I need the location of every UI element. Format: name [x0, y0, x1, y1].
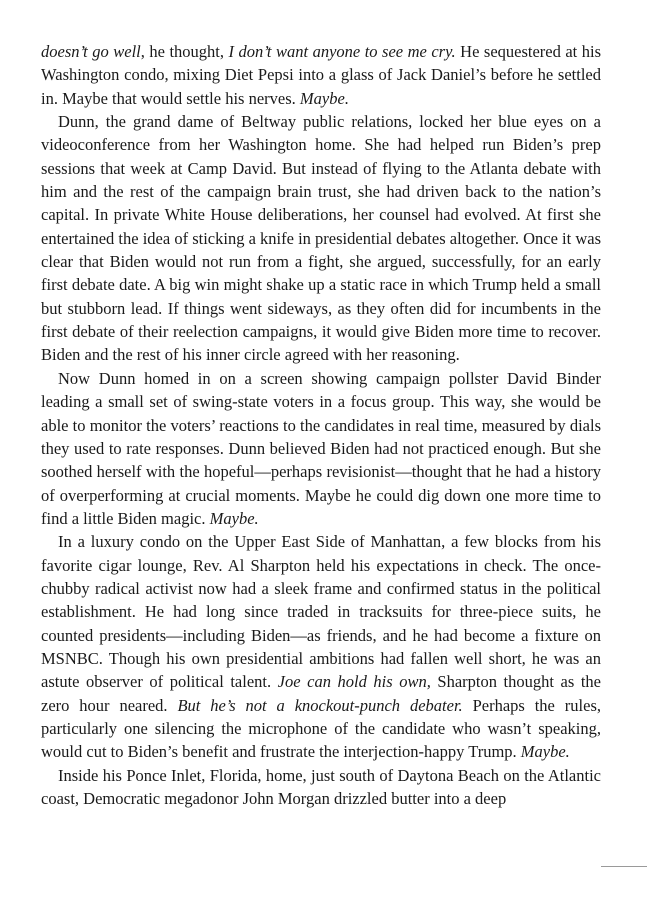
- italic-text-run: Joe can hold his own,: [277, 672, 431, 692]
- paragraph-4: [41, 530, 601, 763]
- italic-text-run: Maybe.: [520, 742, 570, 762]
- paragraph-5: [41, 764, 601, 811]
- text-run: Perhaps the rules, particularly one silencing the microphone of the candidate who wasn’t speaking, would cut to Biden’s benefit and frustrate the interjection-happy Trump.: [41, 695, 601, 762]
- italic-text-run: Maybe.: [299, 88, 349, 108]
- text-run: , he thought,: [140, 42, 229, 61]
- text-run: He sequestered at his Washington condo, mixing Diet Pepsi into a glass of Jack Daniel’s before he settled in. Maybe that would settle his nerves.: [41, 42, 602, 108]
- italic-text-run: But he’s not a knockout-punch debater.: [177, 695, 463, 715]
- text-run: Sharpton thought as the zero hour neared.: [41, 672, 601, 715]
- text-run: Dunn, the grand dame of Beltway public relations, locked her blue eyes on a videoconference from her Washington home. She had helped run Biden’s prep sessions that week at Camp David. But instead of flying to the Atlanta debate with him and the rest of the campaign brain trust, she had driven back to the nation’s capital. In private White House deliberations, her counsel had evolved. At first she entertained the idea of sticking a knife in presidential debates altogether. Once it was clear that Biden would not run from a fight, she argued, successfully, for an early first debate date. A big win might shake up a static race in which Trump held a small but stubborn lead. If things went sideways, as they often did for incumbents in the first debate of their reelection campaigns, it would give Biden more time to recover. Biden and the rest of his inner circle agreed with her reasoning.: [41, 112, 601, 365]
- paragraph-3: [41, 367, 601, 530]
- italic-text-run: doesn’t go well: [41, 42, 141, 61]
- paragraph-1: [41, 40, 601, 110]
- book-page-body: [41, 40, 601, 810]
- text-run: In a luxury condo on the Upper East Side of Manhattan, a few blocks from his favorite cigar lounge, Rev. Al Sharpton held his expectations in check. The once-chubby radical activist now had a sleek frame and confirmed status in the political establishment. He had long since traded in tracksuits for three-piece suits, he counted presidents—including Biden—as friends, and he had become a fixture on MSNBC. Though his own presidential ambitions had fallen well short, he was an astute observer of political talent.: [41, 532, 601, 692]
- italic-text-run: Maybe.: [209, 508, 259, 528]
- text-run: Inside his Ponce Inlet, Florida, home, just south of Daytona Beach on the Atlantic coast, Democratic megadonor John Morgan drizzled butter into a deep: [41, 765, 601, 808]
- italic-text-run: I don’t want anyone to see me cry.: [228, 42, 456, 61]
- paragraph-2: [41, 110, 601, 367]
- text-run: Now Dunn homed in on a screen showing campaign pollster David Binder leading a small set of swing-state voters in a focus group. This way, she would be able to monitor the voters’ reactions to the candidates in real time, measured by dials they used to rate responses. Dunn believed Biden had not practiced enough. But she soothed herself with the hopeful—perhaps revisionist—thought that he had a history of overperforming at crucial moments. Maybe he could dig down one more time to find a little Biden magic.: [41, 368, 601, 528]
- page-edge-rule: [601, 866, 647, 867]
